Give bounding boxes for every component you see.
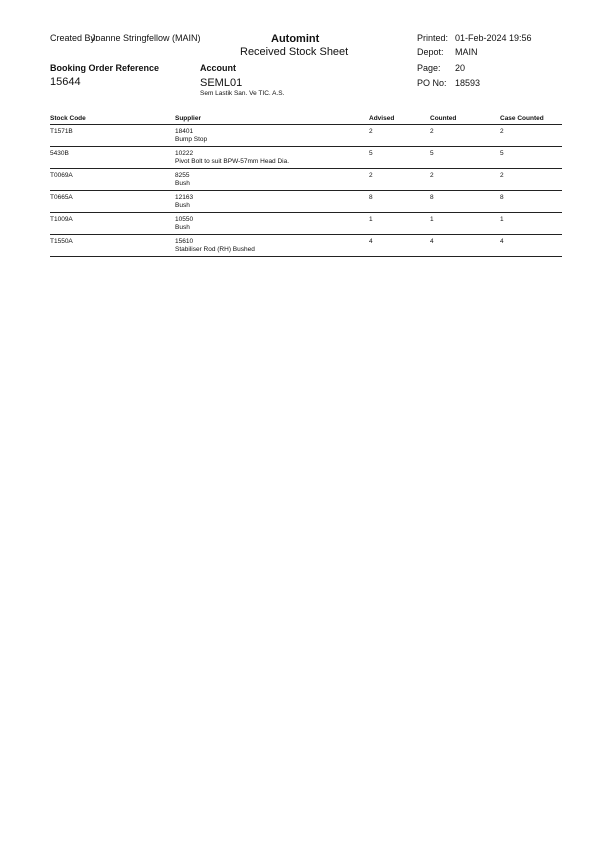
table-header-row xyxy=(50,114,562,125)
item-description: Bush xyxy=(175,224,190,231)
company-name: Automint xyxy=(271,33,320,45)
printed-label: Printed: xyxy=(417,33,449,43)
counted-cell: 5 xyxy=(430,150,434,157)
counted-cell: 2 xyxy=(430,172,434,179)
advised-cell: 4 xyxy=(369,238,373,245)
table-row xyxy=(50,169,562,191)
page-value: 20 xyxy=(455,63,466,73)
counted-cell: 2 xyxy=(430,128,434,135)
case-counted-cell: 8 xyxy=(500,194,504,201)
table-row xyxy=(50,125,562,147)
column-header-case-counted: Case Counted xyxy=(500,115,544,122)
supplier-code: 15610 xyxy=(175,238,194,245)
case-counted-cell: 2 xyxy=(500,172,504,179)
column-header-stock-code: Stock Code xyxy=(50,115,86,122)
created-by-value: Joanne Stringfellow (MAIN) xyxy=(91,33,201,43)
account-name: Sem Lastik San. Ve TIC. A.S. xyxy=(200,90,285,97)
table-row xyxy=(50,147,562,169)
stock-code-cell: T1009A xyxy=(50,216,73,223)
booking-ref-label: Booking Order Reference xyxy=(50,63,160,73)
stock-code-cell: T1550A xyxy=(50,238,73,245)
counted-cell: 8 xyxy=(430,194,434,201)
item-description: Pivot Bolt to suit BPW-57mm Head Dia. xyxy=(175,158,290,165)
column-header-supplier: Supplier xyxy=(175,115,202,122)
supplier-code: 8255 xyxy=(175,172,190,179)
item-description: Stabiliser Rod (RH) Bushed xyxy=(175,246,255,253)
stock-table xyxy=(50,114,562,257)
supplier-code: 12163 xyxy=(175,194,194,201)
supplier-code: 18401 xyxy=(175,128,194,135)
stock-code-cell: T1571B xyxy=(50,128,73,135)
created-by-label: Created By: xyxy=(50,33,98,43)
booking-ref-value: 15644 xyxy=(50,76,81,88)
supplier-cell xyxy=(175,194,193,210)
column-header-advised: Advised xyxy=(369,115,395,122)
case-counted-cell: 5 xyxy=(500,150,504,157)
printed-value: 01-Feb-2024 19:56 xyxy=(455,33,532,43)
table-row xyxy=(50,213,562,235)
po-label: PO No: xyxy=(417,78,447,88)
table-row xyxy=(50,191,562,213)
advised-cell: 2 xyxy=(369,128,373,135)
sheet-title: Received Stock Sheet xyxy=(240,46,349,58)
depot-label: Depot: xyxy=(417,47,444,57)
counted-cell: 1 xyxy=(430,216,434,223)
supplier-code: 10550 xyxy=(175,216,194,223)
supplier-cell xyxy=(175,150,289,166)
case-counted-cell: 4 xyxy=(500,238,504,245)
case-counted-cell: 1 xyxy=(500,216,504,223)
item-description: Bump Stop xyxy=(175,136,208,143)
advised-cell: 1 xyxy=(369,216,373,223)
supplier-cell xyxy=(175,238,255,254)
item-description: Bush xyxy=(175,202,190,209)
stock-code-cell: 5430B xyxy=(50,150,69,157)
advised-cell: 8 xyxy=(369,194,373,201)
case-counted-cell: 2 xyxy=(500,128,504,135)
counted-cell: 4 xyxy=(430,238,434,245)
account-label: Account xyxy=(200,63,236,73)
page-label: Page: xyxy=(417,63,441,73)
column-header-counted: Counted xyxy=(430,115,457,122)
stock-code-cell: T0665A xyxy=(50,194,73,201)
supplier-cell xyxy=(175,128,207,144)
item-description: Bush xyxy=(175,180,190,187)
depot-value: MAIN xyxy=(455,47,478,57)
supplier-code: 10222 xyxy=(175,150,194,157)
supplier-cell xyxy=(175,172,190,188)
stock-code-cell: T0069A xyxy=(50,172,73,179)
table-row xyxy=(50,235,562,257)
account-value: SEML01 xyxy=(200,77,243,89)
advised-cell: 2 xyxy=(369,172,373,179)
supplier-cell xyxy=(175,216,193,232)
po-value: 18593 xyxy=(455,78,481,88)
advised-cell: 5 xyxy=(369,150,373,157)
